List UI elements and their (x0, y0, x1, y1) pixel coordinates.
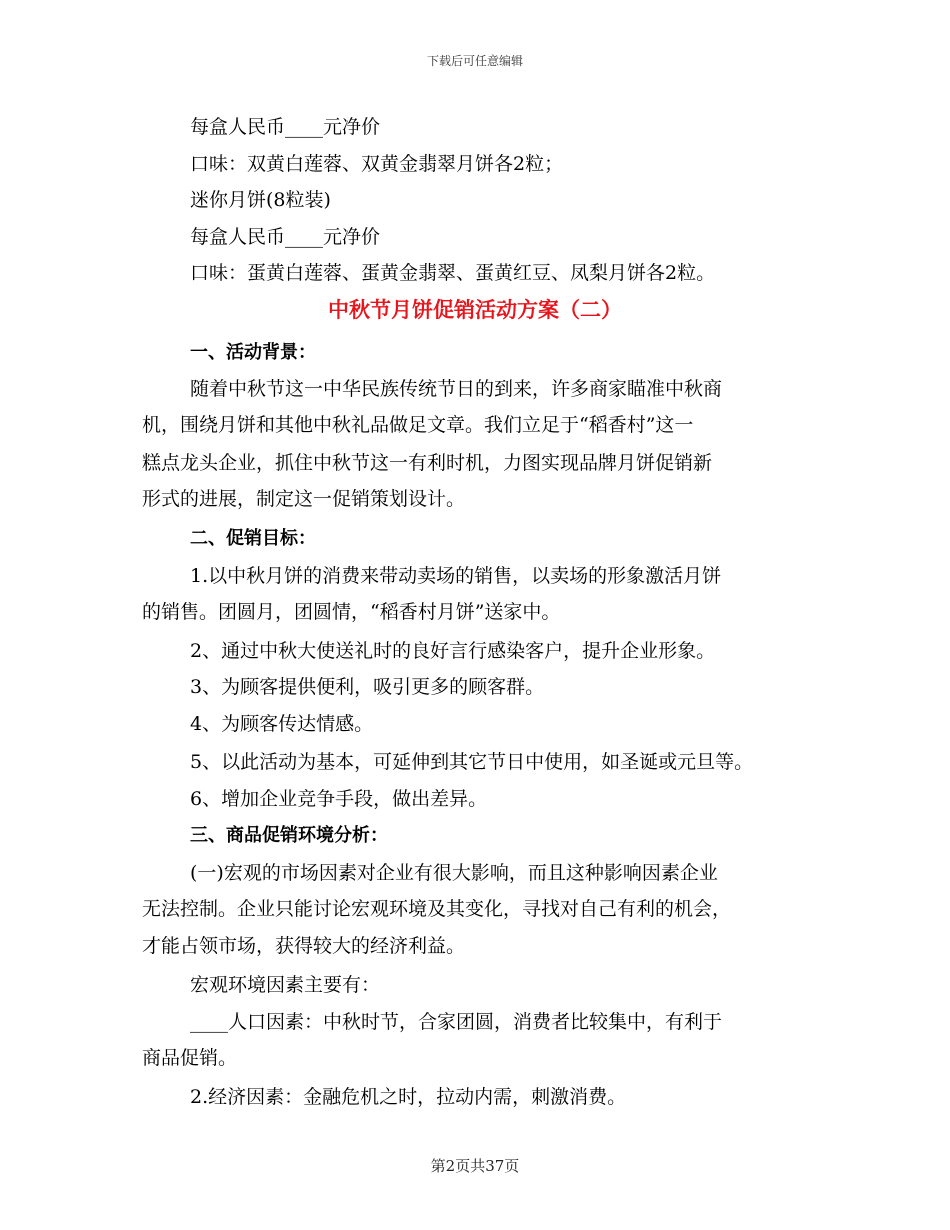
price-line-1: 每盒人民币____元净价 (190, 116, 381, 138)
background-para-line: 随着中秋节这一中华民族传统节日的到来，许多商家瞄准中秋商 (190, 378, 723, 400)
flavor-line-2: 口味：蛋黄白莲蓉、蛋黄金翡翠、蛋黄红豆、凤梨月饼各2粒。 (190, 262, 716, 284)
environment-para-line: 才能占领市场，获得较大的经济利益。 (142, 935, 466, 957)
background-para-line: 形式的进展，制定这一促销策划设计。 (142, 488, 466, 510)
goal-item-4: 4、为顾客传达情感。 (190, 713, 374, 735)
goal-item-2: 2、通过中秋大使送礼时的良好言行感染客户，提升企业形象。 (190, 640, 716, 662)
economic-factor-line: 2.经济因素：金融危机之时，拉动内需，刺激消费。 (190, 1086, 627, 1108)
flavor-line-1: 口味：双黄白莲蓉、双黄金翡翠月饼各2粒； (190, 153, 564, 175)
population-factor-cont: 商品促销。 (142, 1047, 238, 1069)
goal-item-1: 1.以中秋月饼的消费来带动卖场的销售，以卖场的形象激活月饼 (190, 565, 722, 587)
goal-item-5: 5、以此活动为基本，可延伸到其它节日中使用，如圣诞或元旦等。 (190, 751, 754, 773)
page-number: 第2页共37页 (430, 1157, 520, 1175)
goal-item-1-cont: 的销售。团圆月，团圆情，“稻香村月饼”送家中。 (142, 601, 561, 623)
document-title: 中秋节月饼促销活动方案（二） (328, 298, 622, 322)
environment-para-line: (一)宏观的市场因素对企业有很大影响，而且这种影响因素企业 (190, 862, 718, 884)
macro-factors-label: 宏观环境因素主要有： (190, 974, 381, 996)
goal-item-3: 3、为顾客提供便利，吸引更多的顾客群。 (190, 676, 545, 698)
section-heading-environment: 三、商品促销环境分析： (190, 825, 388, 846)
page-header-note: 下载后可任意编辑 (426, 54, 523, 68)
mini-mooncake-line: 迷你月饼(8粒装) (190, 189, 331, 211)
price-line-2: 每盒人民币____元净价 (190, 226, 381, 248)
background-para-line: 机，围绕月饼和其他中秋礼品做足文章。我们立足于“稻香村”这一 (142, 414, 694, 436)
population-factor-line: ____人口因素：中秋时节，合家团圆，消费者比较集中，有利于 (190, 1011, 723, 1033)
section-heading-background: 一、活动背景： (190, 342, 316, 363)
background-para-line: 糕点龙头企业，抓住中秋节这一有利时机，力图实现品牌月饼促销新 (142, 452, 713, 474)
goal-item-6: 6、增加企业竞争手段，做出差异。 (190, 788, 488, 810)
section-heading-goals: 二、促销目标： (190, 528, 316, 549)
environment-para-line: 无法控制。企业只能讨论宏观环境及其变化，寻找对自己有利的机会， (142, 898, 732, 920)
